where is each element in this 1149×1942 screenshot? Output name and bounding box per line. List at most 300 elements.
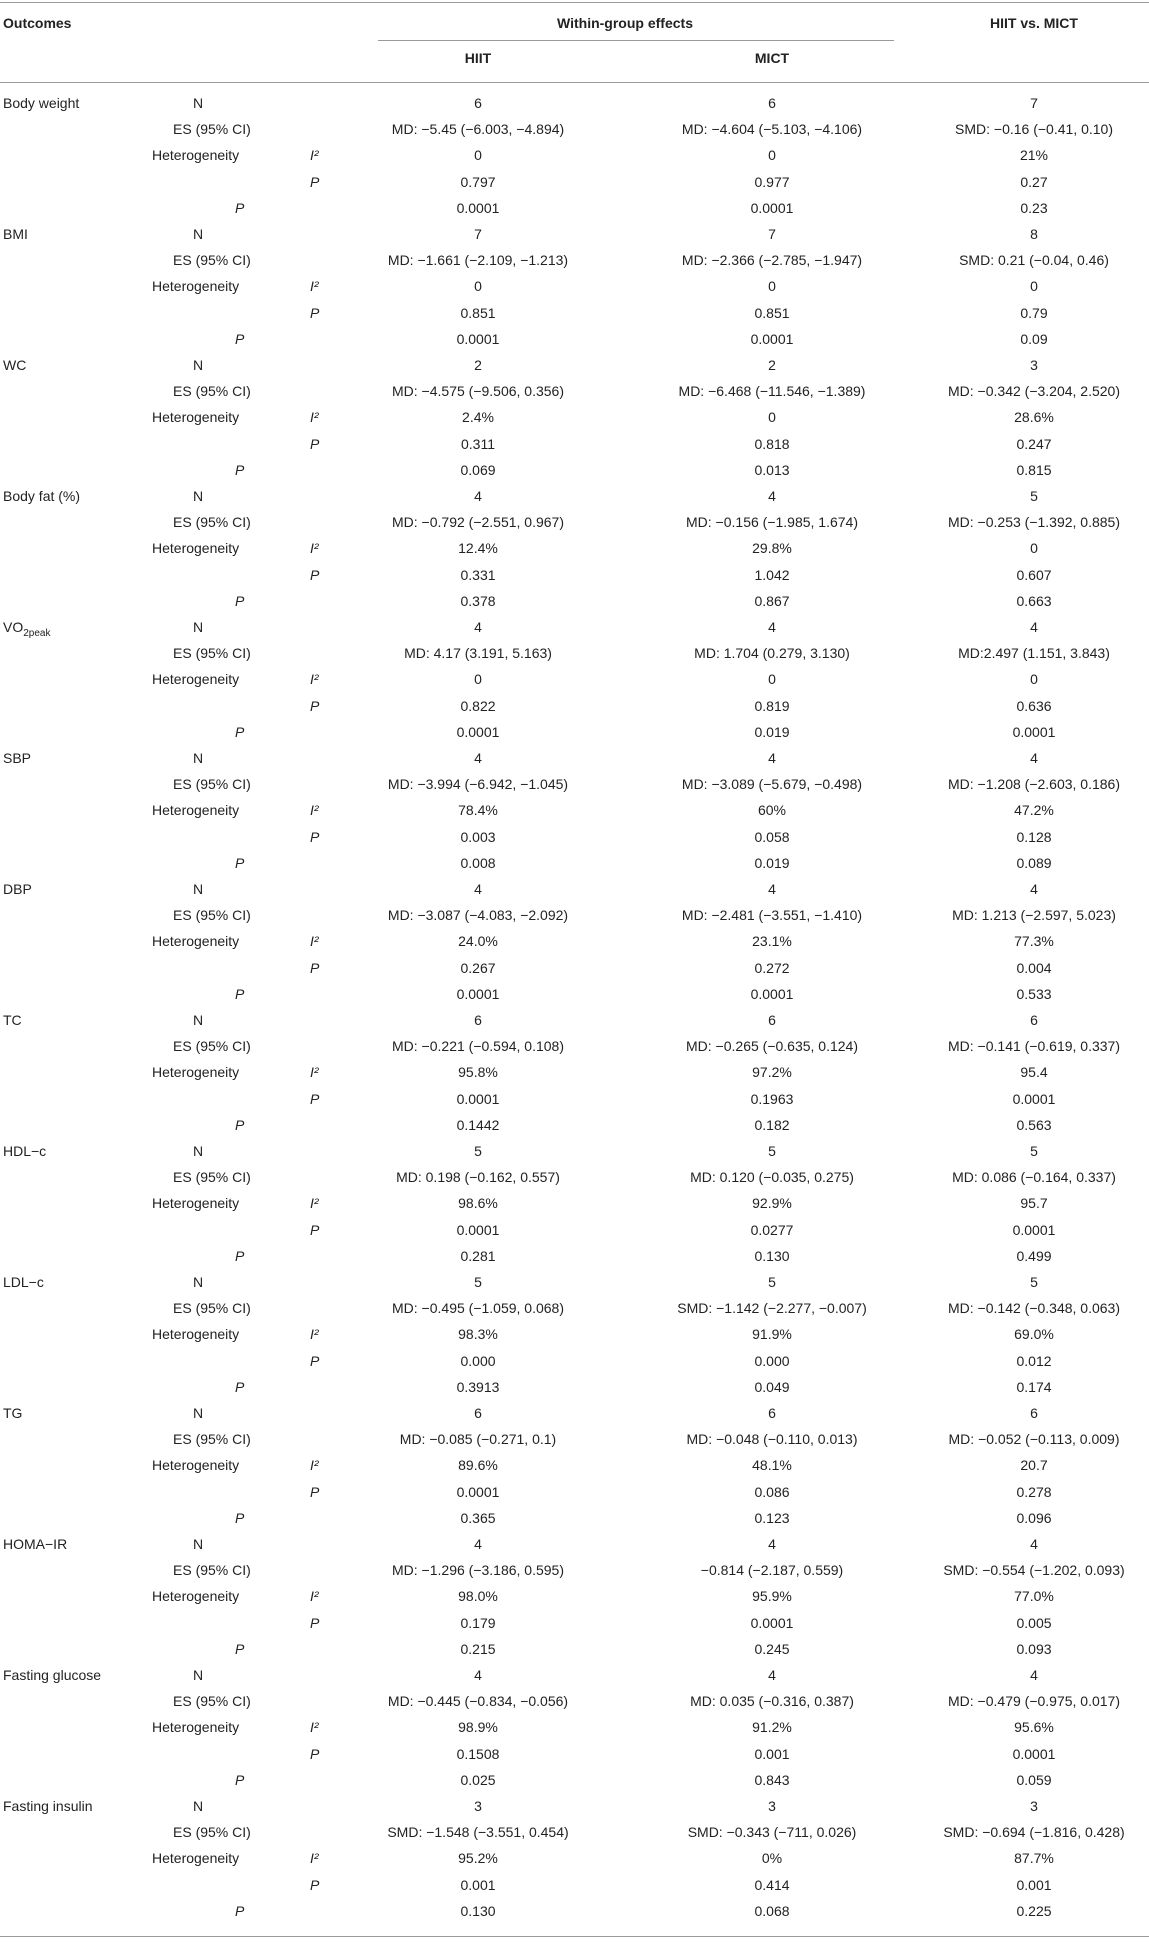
value-n-cmp: 4 (1030, 619, 1038, 635)
value-p-hiit: 0.069 (460, 462, 496, 478)
value-p-hiit: 0.025 (460, 1772, 496, 1788)
value-n-cmp: 4 (1030, 881, 1038, 897)
label-es: ES (95% CI) (173, 1038, 251, 1054)
value-p-mict: 0.0001 (750, 331, 794, 347)
value-het-p-hiit: 0.797 (460, 174, 496, 190)
value-het-p-cmp: 0.79 (1020, 305, 1048, 321)
value-n-cmp: 4 (1030, 1667, 1038, 1683)
label-n: N (193, 619, 204, 635)
value-het-p-mict: 0.977 (754, 174, 790, 190)
outcome-name: Body weight (3, 95, 80, 111)
value-i2-mict: 97.2% (752, 1064, 792, 1080)
outcome-name: TC (3, 1012, 22, 1028)
value-i2-mict: 95.9% (752, 1588, 792, 1604)
value-het-p-hiit: 0.001 (460, 1877, 496, 1893)
value-p-mict: 0.019 (754, 724, 790, 740)
value-i2-mict: 48.1% (752, 1457, 792, 1473)
value-het-p-mict: 0.1963 (750, 1091, 794, 1107)
value-i2-cmp: 28.6% (1014, 409, 1054, 425)
value-het-p-mict: 0.058 (754, 829, 790, 845)
value-p-cmp: 0.563 (1016, 1117, 1052, 1133)
value-es-hiit: MD: 0.198 (−0.162, 0.557) (396, 1169, 560, 1185)
value-n-cmp: 7 (1030, 95, 1038, 111)
value-het-p-hiit: 0.331 (460, 567, 496, 583)
value-n-mict: 2 (768, 357, 776, 373)
value-het-p-hiit: 0.000 (460, 1353, 496, 1369)
value-i2-hiit: 98.3% (458, 1326, 498, 1342)
value-p-hiit: 0.0001 (456, 331, 500, 347)
label-n: N (193, 1405, 204, 1421)
value-i2-cmp: 47.2% (1014, 802, 1054, 818)
value-i2-mict: 0% (761, 1850, 783, 1866)
label-het-p: P (310, 567, 320, 583)
label-i2: I² (310, 1064, 319, 1080)
value-i2-cmp: 77.0% (1014, 1588, 1054, 1604)
value-i2-cmp: 69.0% (1014, 1326, 1054, 1342)
value-het-p-hiit: 0.311 (461, 436, 495, 452)
header-outcomes: Outcomes (3, 15, 72, 31)
value-het-p-mict: 0.818 (754, 436, 790, 452)
value-es-mict: MD: 0.120 (−0.035, 0.275) (690, 1169, 854, 1185)
label-es: ES (95% CI) (173, 1693, 251, 1709)
value-es-mict: MD: −0.265 (−0.635, 0.124) (686, 1038, 858, 1054)
value-het-p-mict: 0.851 (754, 305, 790, 321)
value-n-hiit: 4 (474, 619, 482, 635)
value-p-hiit: 0.378 (460, 593, 496, 609)
value-p-mict: 0.068 (754, 1903, 790, 1919)
value-het-p-mict: 0.819 (754, 698, 790, 714)
value-het-p-cmp: 0.636 (1016, 698, 1052, 714)
value-es-mict: MD: 0.035 (−0.316, 0.387) (690, 1693, 854, 1709)
bottom-rule (0, 1936, 1149, 1937)
value-p-cmp: 0.23 (1020, 200, 1048, 216)
label-heterogeneity: Heterogeneity (152, 1457, 240, 1473)
label-heterogeneity: Heterogeneity (152, 1195, 240, 1211)
value-het-p-cmp: 0.012 (1016, 1353, 1052, 1369)
label-i2: I² (310, 933, 319, 949)
outcome-name: SBP (3, 750, 32, 766)
value-es-cmp: MD:2.497 (1.151, 3.843) (958, 645, 1110, 661)
value-i2-hiit: 24.0% (458, 933, 498, 949)
value-p-cmp: 0.093 (1016, 1641, 1052, 1657)
label-n: N (193, 488, 204, 504)
value-het-p-hiit: 0.1508 (456, 1746, 500, 1762)
value-n-cmp: 4 (1030, 750, 1038, 766)
value-n-mict: 4 (768, 750, 776, 766)
label-p: P (235, 462, 245, 478)
value-n-mict: 5 (768, 1143, 776, 1159)
value-n-mict: 6 (768, 1012, 776, 1028)
value-i2-mict: 91.2% (752, 1719, 792, 1735)
label-es: ES (95% CI) (173, 1169, 251, 1185)
value-es-mict: MD: −2.366 (−2.785, −1.947) (681, 252, 863, 268)
value-p-mict: 0.867 (754, 593, 790, 609)
value-es-hiit: MD: −0.495 (−1.059, 0.068) (392, 1300, 564, 1316)
label-heterogeneity: Heterogeneity (152, 1719, 240, 1735)
value-i2-hiit: 0 (474, 147, 482, 163)
label-heterogeneity: Heterogeneity (152, 802, 240, 818)
value-het-p-hiit: 0.0001 (456, 1091, 500, 1107)
label-p: P (235, 1772, 245, 1788)
label-het-p: P (310, 1746, 320, 1762)
label-het-p: P (310, 960, 320, 976)
label-heterogeneity: Heterogeneity (152, 1064, 240, 1080)
label-het-p: P (310, 1615, 320, 1631)
value-es-mict: MD: −4.604 (−5.103, −4.106) (681, 121, 863, 137)
value-het-p-cmp: 0.0001 (1012, 1091, 1056, 1107)
value-p-cmp: 0.533 (1016, 986, 1052, 1002)
label-heterogeneity: Heterogeneity (152, 409, 240, 425)
value-het-p-hiit: 0.851 (460, 305, 496, 321)
value-het-p-hiit: 0.267 (460, 960, 496, 976)
outcome-name: HDL−c (3, 1143, 47, 1159)
outcome-name: BMI (3, 226, 28, 242)
value-p-hiit: 0.008 (460, 855, 496, 871)
value-i2-mict: 29.8% (752, 540, 792, 556)
value-het-p-hiit: 0.179 (460, 1615, 496, 1631)
value-i2-cmp: 95.7 (1020, 1195, 1048, 1211)
value-es-mict: MD: −6.468 (−11.546, −1.389) (678, 383, 866, 399)
label-p: P (235, 1903, 245, 1919)
value-het-p-cmp: 0.247 (1016, 436, 1052, 452)
value-n-cmp: 6 (1030, 1405, 1038, 1421)
label-n: N (193, 1274, 204, 1290)
label-n: N (193, 226, 204, 242)
label-es: ES (95% CI) (173, 514, 251, 530)
value-n-cmp: 3 (1030, 1798, 1038, 1814)
label-i2: I² (310, 409, 319, 425)
value-n-hiit: 5 (474, 1274, 482, 1290)
value-es-cmp: SMD: 0.21 (−0.04, 0.46) (959, 252, 1109, 268)
value-p-mict: 0.123 (754, 1510, 790, 1526)
value-p-hiit: 0.0001 (456, 200, 500, 216)
value-i2-hiit: 95.8% (458, 1064, 498, 1080)
header-within-group: Within-group effects (557, 15, 693, 31)
value-i2-mict: 0 (768, 671, 776, 687)
value-het-p-cmp: 0.607 (1016, 567, 1052, 583)
label-i2: I² (310, 1457, 319, 1473)
value-n-mict: 4 (768, 488, 776, 504)
value-p-hiit: 0.0001 (456, 724, 500, 740)
value-i2-mict: 23.1% (752, 933, 792, 949)
label-heterogeneity: Heterogeneity (152, 278, 240, 294)
outcome-name-subscript: 2peak (23, 627, 51, 639)
value-het-p-hiit: 0.0001 (456, 1484, 500, 1500)
label-het-p: P (310, 1484, 320, 1500)
header-hiit: HIIT (464, 50, 492, 66)
value-es-mict: MD: −2.481 (−3.551, −1.410) (681, 907, 863, 923)
value-p-hiit: 0.215 (460, 1641, 496, 1657)
label-p: P (235, 724, 245, 740)
label-i2: I² (310, 147, 319, 163)
value-i2-cmp: 95.4 (1020, 1064, 1048, 1080)
outcome-name (3, 618, 50, 643)
value-es-hiit: MD: −3.994 (−6.942, −1.045) (387, 776, 569, 792)
value-n-hiit: 6 (474, 95, 482, 111)
value-i2-hiit: 95.2% (458, 1850, 498, 1866)
value-es-hiit: SMD: −1.548 (−3.551, 0.454) (387, 1824, 569, 1840)
value-p-mict: 0.843 (754, 1772, 790, 1788)
value-es-cmp: SMD: −0.694 (−1.816, 0.428) (943, 1824, 1125, 1840)
label-es: ES (95% CI) (173, 1300, 251, 1316)
value-p-cmp: 0.09 (1020, 331, 1048, 347)
label-es: ES (95% CI) (173, 907, 251, 923)
value-i2-mict: 92.9% (752, 1195, 792, 1211)
value-n-mict: 6 (768, 95, 776, 111)
value-es-hiit: MD: −1.661 (−2.109, −1.213) (387, 252, 569, 268)
label-n: N (193, 1667, 204, 1683)
value-het-p-mict: 0.414 (754, 1877, 790, 1893)
label-het-p: P (310, 436, 320, 452)
value-i2-cmp: 0 (1030, 671, 1038, 687)
label-p: P (235, 1248, 245, 1264)
value-p-mict: 0.130 (754, 1248, 790, 1264)
value-p-cmp: 0.174 (1016, 1379, 1052, 1395)
outcome-name: LDL−c (3, 1274, 44, 1290)
label-es: ES (95% CI) (173, 383, 251, 399)
label-i2: I² (310, 540, 319, 556)
value-i2-cmp: 20.7 (1020, 1457, 1048, 1473)
header-bottom-rule (0, 82, 1149, 83)
value-p-hiit: 0.130 (460, 1903, 496, 1919)
value-n-hiit: 4 (474, 881, 482, 897)
value-n-mict: 5 (768, 1274, 776, 1290)
value-n-cmp: 3 (1030, 357, 1038, 373)
value-es-cmp: SMD: −0.554 (−1.202, 0.093) (943, 1562, 1125, 1578)
value-n-cmp: 6 (1030, 1012, 1038, 1028)
label-het-p: P (310, 698, 320, 714)
value-n-hiit: 4 (474, 1667, 482, 1683)
label-i2: I² (310, 1588, 319, 1604)
outcome-name-main: VO (3, 619, 24, 635)
label-n: N (193, 1536, 204, 1552)
value-p-mict: 0.245 (754, 1641, 790, 1657)
value-n-hiit: 4 (474, 488, 482, 504)
label-n: N (193, 1143, 204, 1159)
value-n-cmp: 4 (1030, 1536, 1038, 1552)
value-het-p-mict: 0.0277 (750, 1222, 794, 1238)
value-n-mict: 4 (768, 619, 776, 635)
label-het-p: P (310, 305, 320, 321)
label-heterogeneity: Heterogeneity (152, 147, 240, 163)
label-es: ES (95% CI) (173, 252, 251, 268)
label-i2: I² (310, 671, 319, 687)
value-n-mict: 6 (768, 1405, 776, 1421)
header-comparison: HIIT vs. MICT (990, 15, 1078, 31)
label-es: ES (95% CI) (173, 1431, 251, 1447)
label-i2: I² (310, 1719, 319, 1735)
value-es-cmp: MD: −0.142 (−0.348, 0.063) (948, 1300, 1120, 1316)
label-heterogeneity: Heterogeneity (152, 1326, 240, 1342)
value-i2-cmp: 95.6% (1014, 1719, 1054, 1735)
value-n-hiit: 5 (474, 1143, 482, 1159)
value-es-mict: MD: −0.048 (−0.110, 0.013) (686, 1431, 858, 1447)
label-i2: I² (310, 802, 319, 818)
value-het-p-mict: 0.086 (754, 1484, 790, 1500)
value-es-hiit: MD: −3.087 (−4.083, −2.092) (387, 907, 569, 923)
value-n-mict: 4 (768, 1536, 776, 1552)
label-het-p: P (310, 1877, 320, 1893)
label-het-p: P (310, 1353, 320, 1369)
value-het-p-mict: 0.272 (754, 960, 790, 976)
outcome-name: Fasting glucose (3, 1667, 102, 1683)
label-heterogeneity: Heterogeneity (152, 1850, 240, 1866)
value-i2-cmp: 21% (1019, 147, 1049, 163)
value-n-cmp: 8 (1030, 226, 1038, 242)
value-i2-hiit: 12.4% (458, 540, 498, 556)
value-het-p-mict: 1.042 (754, 567, 790, 583)
value-i2-hiit: 89.6% (458, 1457, 498, 1473)
value-i2-mict: 0 (768, 409, 776, 425)
label-i2: I² (310, 278, 319, 294)
label-es: ES (95% CI) (173, 645, 251, 661)
value-het-p-cmp: 0.278 (1016, 1484, 1052, 1500)
label-n: N (193, 1798, 204, 1814)
label-p: P (235, 593, 245, 609)
value-i2-hiit: 98.6% (458, 1195, 498, 1211)
value-es-hiit: MD: −1.296 (−3.186, 0.595) (392, 1562, 564, 1578)
value-n-cmp: 5 (1030, 488, 1038, 504)
label-heterogeneity: Heterogeneity (152, 671, 240, 687)
value-es-cmp: MD: −0.052 (−0.113, 0.009) (948, 1431, 1120, 1447)
value-het-p-cmp: 0.001 (1016, 1877, 1052, 1893)
label-es: ES (95% CI) (173, 776, 251, 792)
label-i2: I² (310, 1195, 319, 1211)
value-es-cmp: MD: 1.213 (−2.597, 5.023) (952, 907, 1116, 923)
outcome-name: DBP (3, 881, 32, 897)
label-het-p: P (310, 829, 320, 845)
value-es-mict: SMD: −0.343 (−711, 0.026) (687, 1824, 857, 1840)
value-p-cmp: 0.096 (1016, 1510, 1052, 1526)
label-p: P (235, 1641, 245, 1657)
value-p-cmp: 0.225 (1016, 1903, 1052, 1919)
value-i2-hiit: 0 (474, 278, 482, 294)
label-es: ES (95% CI) (173, 121, 251, 137)
value-es-hiit: MD: −5.45 (−6.003, −4.894) (391, 121, 565, 137)
label-n: N (193, 881, 204, 897)
value-i2-mict: 91.9% (752, 1326, 792, 1342)
outcome-name: WC (3, 357, 27, 373)
value-es-hiit: MD: −4.575 (−9.506, 0.356) (392, 383, 564, 399)
value-het-p-hiit: 0.003 (460, 829, 496, 845)
value-es-hiit: MD: −0.445 (−0.834, −0.056) (387, 1693, 569, 1709)
header-mict: MICT (754, 50, 790, 66)
value-n-mict: 4 (768, 881, 776, 897)
value-p-hiit: 0.3913 (456, 1379, 500, 1395)
label-het-p: P (310, 1091, 320, 1107)
value-i2-mict: 60% (757, 802, 787, 818)
value-es-cmp: MD: −0.479 (−0.975, 0.017) (948, 1693, 1120, 1709)
value-es-mict: MD: −0.156 (−1.985, 1.674) (686, 514, 858, 530)
label-p: P (235, 1117, 245, 1133)
value-p-mict: 0.0001 (750, 986, 794, 1002)
value-p-cmp: 0.0001 (1012, 724, 1056, 740)
value-p-mict: 0.049 (754, 1379, 790, 1395)
value-i2-cmp: 0 (1030, 540, 1038, 556)
label-n: N (193, 357, 204, 373)
outcome-name: Fasting insulin (3, 1798, 93, 1814)
value-n-hiit: 6 (474, 1405, 482, 1421)
value-es-mict: MD: −3.089 (−5.679, −0.498) (681, 776, 863, 792)
value-het-p-hiit: 0.822 (460, 698, 496, 714)
value-es-mict: MD: 1.704 (0.279, 3.130) (694, 645, 850, 661)
value-i2-cmp: 87.7% (1014, 1850, 1054, 1866)
value-i2-hiit: 98.0% (458, 1588, 498, 1604)
label-p: P (235, 331, 245, 347)
value-i2-hiit: 98.9% (458, 1719, 498, 1735)
value-n-hiit: 2 (474, 357, 482, 373)
value-es-cmp: MD: 0.086 (−0.164, 0.337) (952, 1169, 1116, 1185)
value-p-mict: 0.019 (754, 855, 790, 871)
value-i2-hiit: 0 (474, 671, 482, 687)
label-p: P (235, 1510, 245, 1526)
value-es-hiit: MD: −0.221 (−0.594, 0.108) (392, 1038, 564, 1054)
value-n-cmp: 5 (1030, 1274, 1038, 1290)
value-het-p-mict: 0.000 (754, 1353, 790, 1369)
value-het-p-hiit: 0.0001 (456, 1222, 500, 1238)
label-n: N (193, 95, 204, 111)
label-p: P (235, 855, 245, 871)
outcome-name: TG (3, 1405, 23, 1421)
value-p-mict: 0.182 (754, 1117, 790, 1133)
value-i2-hiit: 2.4% (462, 409, 494, 425)
value-i2-cmp: 0 (1030, 278, 1038, 294)
value-p-hiit: 0.365 (460, 1510, 496, 1526)
value-n-hiit: 4 (474, 1536, 482, 1552)
value-p-hiit: 0.1442 (456, 1117, 500, 1133)
label-het-p: P (310, 1222, 320, 1238)
value-n-mict: 7 (768, 226, 776, 242)
label-p: P (235, 1379, 245, 1395)
outcome-name: HOMA−IR (3, 1536, 68, 1552)
value-p-cmp: 0.663 (1016, 593, 1052, 609)
value-het-p-cmp: 0.0001 (1012, 1746, 1056, 1762)
label-heterogeneity: Heterogeneity (152, 540, 240, 556)
value-i2-cmp: 77.3% (1014, 933, 1054, 949)
value-het-p-cmp: 0.0001 (1012, 1222, 1056, 1238)
within-group-rule (378, 40, 894, 41)
top-rule (0, 2, 1149, 3)
label-es: ES (95% CI) (173, 1562, 251, 1578)
value-es-cmp: MD: −0.253 (−1.392, 0.885) (948, 514, 1120, 530)
value-n-mict: 4 (768, 1667, 776, 1683)
value-es-cmp: MD: −0.342 (−3.204, 2.520) (948, 383, 1120, 399)
value-i2-mict: 0 (768, 278, 776, 294)
value-n-cmp: 5 (1030, 1143, 1038, 1159)
value-het-p-mict: 0.001 (754, 1746, 790, 1762)
label-heterogeneity: Heterogeneity (152, 933, 240, 949)
value-p-cmp: 0.499 (1016, 1248, 1052, 1264)
value-es-cmp: SMD: −0.16 (−0.41, 0.10) (955, 121, 1113, 137)
value-p-cmp: 0.089 (1016, 855, 1052, 871)
value-n-hiit: 7 (474, 226, 482, 242)
value-n-hiit: 3 (474, 1798, 482, 1814)
value-het-p-cmp: 0.128 (1016, 829, 1052, 845)
label-heterogeneity: Heterogeneity (152, 1588, 240, 1604)
value-es-mict: −0.814 (−2.187, 0.559) (700, 1562, 844, 1578)
value-es-cmp: MD: −0.141 (−0.619, 0.337) (948, 1038, 1120, 1054)
value-es-mict: SMD: −1.142 (−2.277, −0.007) (677, 1300, 867, 1316)
value-n-hiit: 6 (474, 1012, 482, 1028)
value-p-mict: 0.0001 (750, 200, 794, 216)
label-n: N (193, 1012, 204, 1028)
label-p: P (235, 200, 245, 216)
label-i2: I² (310, 1850, 319, 1866)
value-het-p-cmp: 0.27 (1020, 174, 1048, 190)
outcome-name: Body fat (%) (3, 488, 81, 504)
value-p-hiit: 0.281 (460, 1248, 496, 1264)
value-het-p-mict: 0.0001 (750, 1615, 794, 1631)
